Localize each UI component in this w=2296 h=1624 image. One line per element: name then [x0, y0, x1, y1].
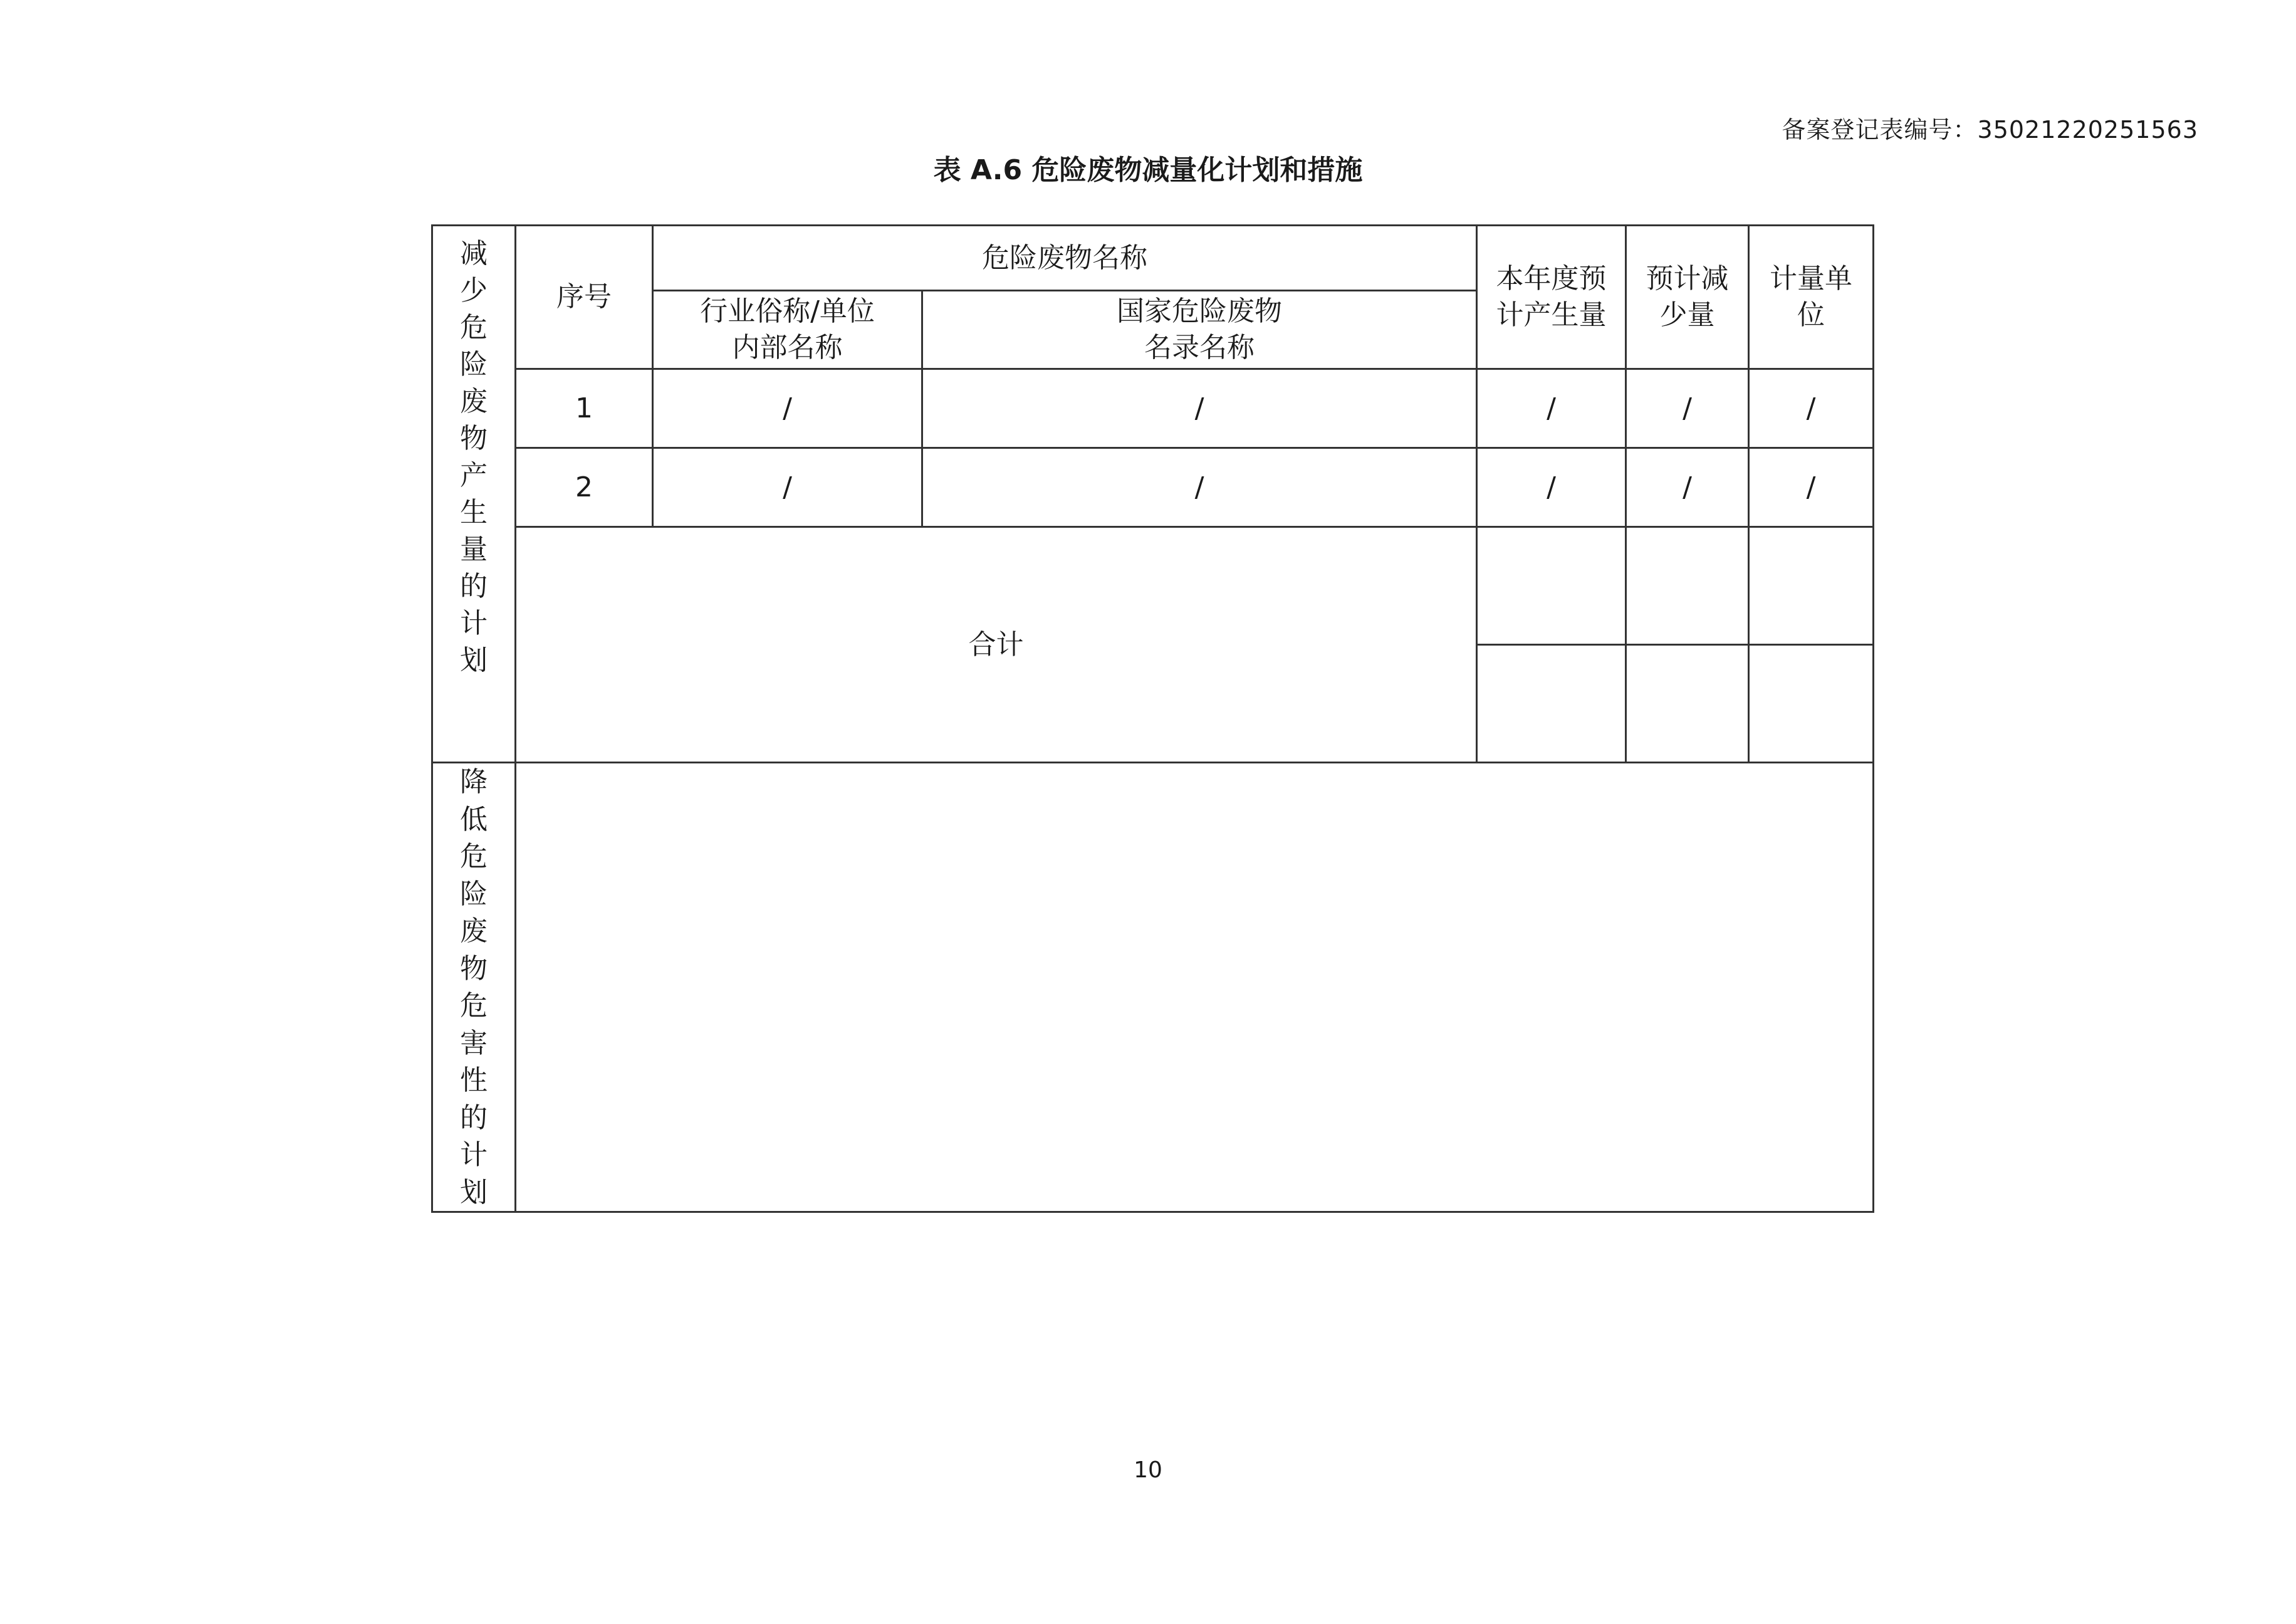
header-waste-name [653, 226, 1477, 291]
hazardous-waste-reduction-table [431, 224, 1874, 1213]
row-annual-output: / [1477, 448, 1626, 527]
header-industry-name-label: 行业俗称/单位 内部名称 [700, 295, 875, 364]
total-annual-output-1 [1477, 527, 1626, 645]
row-national-name: / [922, 369, 1477, 448]
total-planned-reduction-2 [1626, 645, 1749, 763]
header-annual-output [1477, 226, 1626, 369]
table-row [432, 369, 1874, 448]
total-planned-reduction-1 [1626, 527, 1749, 645]
header-planned-reduction-label: 预计减 少量 [1646, 263, 1729, 331]
row-planned-reduction: / [1626, 369, 1749, 448]
record-number: 备案登记表编号：35021220251563 [1782, 116, 2198, 144]
header-industry-name [653, 291, 922, 369]
total-unit-1 [1749, 527, 1874, 645]
row-seq: 1 [516, 369, 653, 448]
row-unit: / [1749, 448, 1874, 527]
row-industry-name: / [653, 369, 922, 448]
header-unit [1749, 226, 1874, 369]
row-seq: 2 [516, 448, 653, 527]
header-waste-name-label: 危险废物名称 [982, 241, 1147, 274]
header-unit-label: 计量单 位 [1770, 263, 1852, 331]
header-annual-output-label: 本年度预 计产生量 [1496, 263, 1607, 331]
row-national-name: / [922, 448, 1477, 527]
section-reduce-output-label: 减少危险废物产生量的计划 [460, 238, 488, 676]
header-seq [516, 226, 653, 369]
header-national-name [922, 291, 1477, 369]
row-industry-name: / [653, 448, 922, 527]
table-row [432, 448, 1874, 527]
total-unit-2 [1749, 645, 1874, 763]
section-reduce-output-label-cell [432, 226, 516, 763]
header-planned-reduction [1626, 226, 1749, 369]
section-reduce-hazard-content [516, 763, 1874, 1212]
section-reduce-hazard-label: 降低危险废物危害性的计划 [460, 766, 488, 1208]
page-number: 10 [1134, 1457, 1162, 1483]
total-annual-output-2 [1477, 645, 1626, 763]
table-title: 表 A.6 危险废物减量化计划和措施 [933, 154, 1363, 186]
row-unit: / [1749, 369, 1874, 448]
row-annual-output: / [1477, 369, 1626, 448]
total-label: 合计 [968, 628, 1024, 661]
section-reduce-hazard-label-cell [432, 763, 516, 1212]
total-label-cell [516, 527, 1477, 763]
header-seq-label: 序号 [556, 281, 612, 313]
header-national-name-label: 国家危险废物 名录名称 [1117, 295, 1282, 364]
row-planned-reduction: / [1626, 448, 1749, 527]
